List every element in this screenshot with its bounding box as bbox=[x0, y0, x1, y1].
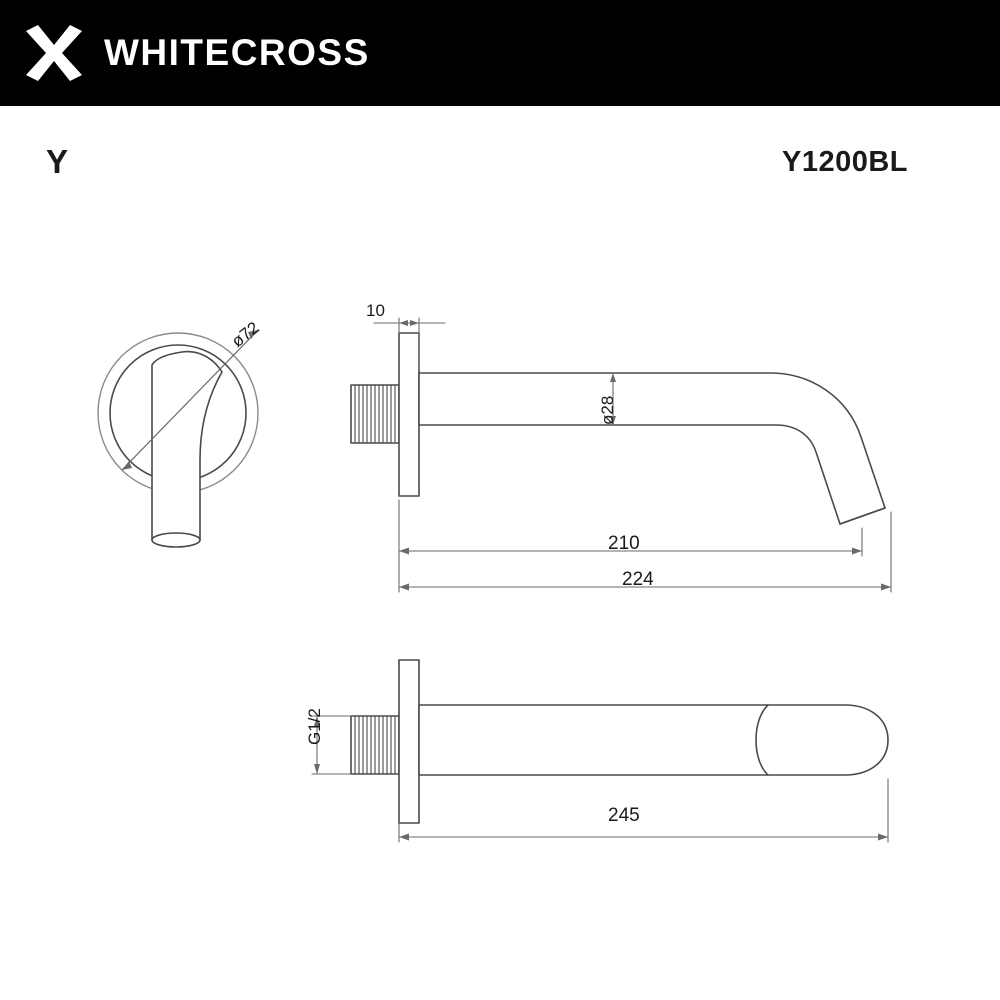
series-label: Y bbox=[46, 143, 69, 180]
top-view-geometry bbox=[351, 660, 888, 823]
dimension-flange-diameter: ø72 bbox=[228, 317, 263, 351]
brand-name: WHITECROSS bbox=[104, 32, 370, 73]
model-code: Y1200BL bbox=[781, 146, 908, 178]
dimension-thread-size: G1/2 bbox=[305, 708, 324, 745]
dimension-projection-to-outlet: 210 bbox=[608, 533, 640, 554]
side-view-geometry bbox=[351, 333, 885, 524]
dimension-total-projection: 224 bbox=[622, 569, 654, 590]
front-view-geometry bbox=[98, 330, 258, 547]
dimension-overall-length: 245 bbox=[608, 805, 640, 826]
dimension-spout-diameter: ø28 bbox=[598, 395, 617, 425]
dimension-flange-thickness: 10 bbox=[366, 301, 385, 320]
